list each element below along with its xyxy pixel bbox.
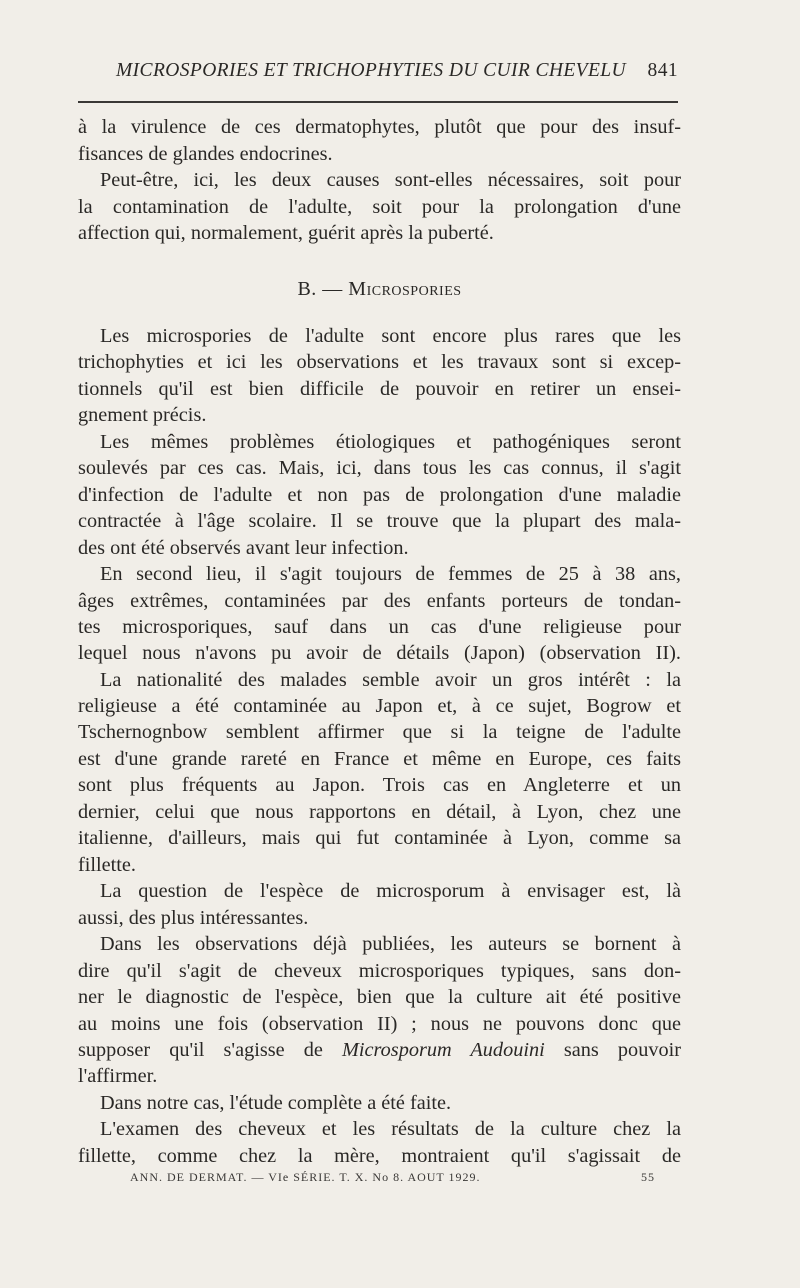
text-line: Dans les observations déjà publiées, les auteurs se bornent à	[100, 933, 681, 955]
text-line: d'infection de l'adulte et non pas de prolongation d'une maladie	[78, 484, 681, 506]
journal-reference: ANN. DE DERMAT. — VIe SÉRIE. T. X. No 8. AOUT 1929.	[130, 1170, 481, 1184]
text-line: âges extrêmes, contaminées par des enfants porteurs de tondan-	[78, 590, 681, 612]
text-line: contractée à l'âge scolaire. Il se trouve que la plupart des mala-	[78, 510, 681, 532]
text-line: affection qui, normalement, guérit après la puberté.	[78, 222, 494, 244]
text-line: Les mêmes problèmes étiologiques et pathogéniques seront	[100, 431, 681, 453]
text-line: à la virulence de ces dermatophytes, plutôt que pour des insuf-	[78, 116, 681, 138]
text-line: Tschernognbow semblent affirmer que si la teigne de l'adulte	[78, 721, 681, 743]
section-heading: B. — Microspories	[297, 278, 462, 300]
header-rule	[78, 101, 678, 103]
text-line: ner le diagnostic de l'espèce, bien que la culture ait été positive	[78, 986, 681, 1008]
text-line: La question de l'espèce de microsporum à envisager est, là	[100, 880, 681, 902]
text-line: Peut-être, ici, les deux causes sont-elles nécessaires, soit pour	[100, 169, 681, 191]
text-line: italienne, d'ailleurs, mais qui fut contaminée à Lyon, comme sa	[78, 827, 681, 849]
text-line: soulevés par ces cas. Mais, ici, dans tous les cas connus, il s'agit	[78, 457, 681, 479]
text-line: l'affirmer.	[78, 1065, 158, 1087]
text-line: dire qu'il s'agit de cheveux microsporiques typiques, sans don-	[78, 960, 681, 982]
running-title: MICROSPORIES ET TRICHOPHYTIES DU CUIR CHEVELU	[116, 60, 626, 81]
text-line: L'examen des cheveux et les résultats de la culture chez la	[100, 1118, 681, 1140]
text-line: En second lieu, il s'agit toujours de femmes de 25 à 38 ans,	[100, 563, 681, 585]
species-name: Microsporum Audouini	[342, 1039, 545, 1061]
text-line: au moins une fois (observation II) ; nous ne pouvons donc que	[78, 1013, 681, 1035]
text-line-mixed	[78, 1040, 681, 1060]
text-line: sont plus fréquents au Japon. Trois cas en Angleterre et un	[78, 774, 681, 796]
text-line: est d'une grande rareté en France et même en Europe, ces faits	[78, 748, 681, 770]
text-line: trichophyties et ici les observations et les travaux sont si excep-	[78, 351, 681, 373]
page-footer	[130, 1170, 655, 1185]
page-number: 841	[647, 60, 678, 81]
text-line: gnement précis.	[78, 404, 207, 426]
text-line: La nationalité des malades semble avoir un gros intérêt : la	[100, 669, 681, 691]
text-line: la contamination de l'adulte, soit pour la prolongation d'une	[78, 196, 681, 218]
text-line: aussi, des plus intéressantes.	[78, 907, 309, 929]
text-line: fillette.	[78, 854, 137, 876]
text-line: dernier, celui que nous rapportons en détail, à Lyon, chez une	[78, 801, 681, 823]
text-line: lequel nous n'avons pu avoir de détails (Japon) (observation II).	[78, 642, 681, 664]
text-line: tes microsporiques, sauf dans un cas d'une religieuse pour	[78, 616, 681, 638]
text-line: Les microspories de l'adulte sont encore plus rares que les	[100, 325, 681, 347]
text-line: Dans notre cas, l'étude complète a été faite.	[100, 1092, 452, 1114]
text-line: religieuse a été contaminée au Japon et, à ce sujet, Bogrow et	[78, 695, 681, 717]
text-line: fisances de glandes endocrines.	[78, 143, 333, 165]
text-segment: sans pouvoir	[544, 1039, 682, 1061]
text-line: tionnels qu'il est bien difficile de pouvoir en retirer un ensei-	[78, 378, 681, 400]
running-header	[78, 60, 678, 82]
text-line: fillette, comme chez la mère, montraient qu'il s'agissait de	[78, 1145, 681, 1167]
text-segment: supposer qu'il s'agisse de	[78, 1039, 342, 1061]
signature-mark: 55	[641, 1170, 655, 1184]
text-line: des ont été observés avant leur infection.	[78, 537, 409, 559]
